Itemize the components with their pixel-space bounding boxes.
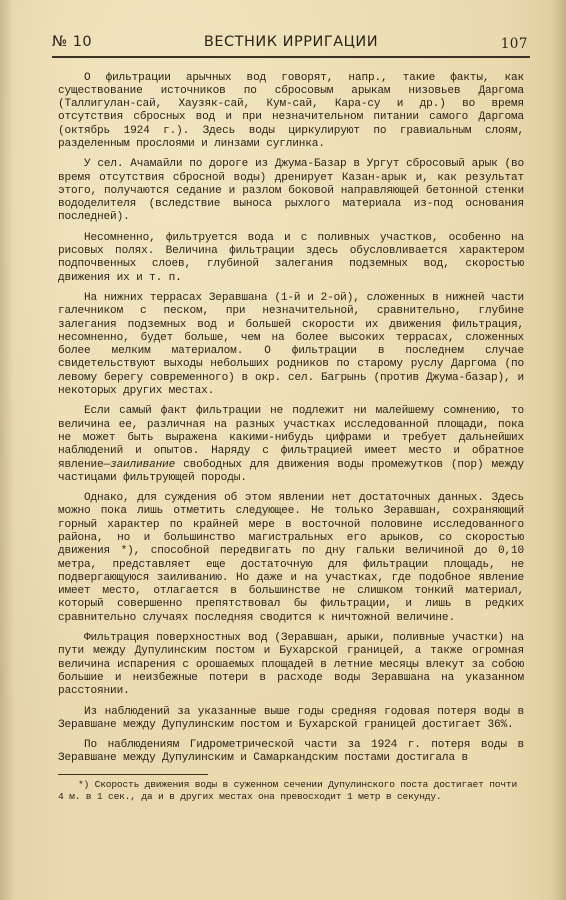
footnote: *) Скорость движения воды в суженном сечении Дупулинского поста достигает почти 4 м. в 1 сек., да и в других местах она превосходит 1 метр в секунду.	[58, 778, 518, 802]
paragraph-6: Однако, для суждения об этом явлении нет достаточных данных. Здесь можно пока лишь отметить следующее. Не только Зеравшан, сохраняющий горный характер по крайней мере в восточной половине исследованного района, но и большинство магистральных его арыков, со скоростью движения *), способной передвигать по дну гальки величиной до 0,10 метра, представляет еще достаточную для фильтрации площадь, не подвергающуюся заиливанию. Но даже и на участках, где подобное явление имеет место, отлагается в большинстве не слишком тонкий материал, который совершенно препятствовал бы фильтрации, и лишь в редких сравнительно случаях последняя сводится к ничтожной величине.	[58, 492, 524, 624]
paragraph-3: Несомненно, фильтруется вода и с поливных участков, особенно на рисовых полях. Величина фильтрации здесь обусловливается характером подпочвенных слоев, глубиной залегания подземных вод, скоростью движения их и т. п.	[58, 231, 524, 284]
page-shadow-right	[552, 0, 566, 900]
paragraph-5: Если самый факт фильтрации не подлежит ни малейшему сомнению, то величина ее, различная на разных участках исследованной площади, пока не может быть выражена какими-нибудь цифрами и требует дальнейших наблюдений и опытов. Наряду с фильтрацией имеет место и обратное явление—заиливание свободных для движения воды промежутков (пор) между частицами фильтрующей породы.	[58, 405, 524, 484]
journal-title: ВЕСТНИК ИРРИГАЦИИ	[203, 34, 379, 50]
paragraph-8: Из наблюдений за указанные выше годы средняя годовая потеря воды в Зеравшане между Дупулинским постом и Бухарской границей достигает 36%.	[58, 705, 524, 731]
italic-term: заиливание	[110, 458, 176, 471]
paragraph-2: У сел. Ачамайли по дороге из Джума-Базар в Ургут сбросовый арык (во время отсутствия сбросной воды) дренирует Казан-арык и, как результат этого, получаются седание и разлом боковой направляющей бетонной стенки вододелителя (вследствие выноса рыхлого материала из-под основания последней).	[58, 158, 524, 224]
paragraph-4: На нижних террасах Зеравшана (1-й и 2-ой), сложенных в нижней части галечником с песком, при незначительной, сравнительно, глубине залегания подземных вод и большей скорости их движения фильтрация, несомненно, будет больше, чем на более высоких террасах, сложенных более мелким материалом. О фильтрации в последнем случае свидетельствуют выходы небольших родников по старому руслу Даргома (по левому берегу современного) в окр. сел. Багрынь (против Джума-базар), и некоторых других местах.	[58, 291, 524, 398]
header-rule	[52, 56, 530, 58]
page-number: 107	[500, 36, 528, 52]
footnote-rule	[58, 774, 208, 775]
paragraph-1: О фильтрации арычных вод говорят, напр., такие факты, как существование источников по сбросовым арыкам низовьев Даргома (Таллигулан-сай, Хаузяк-сай, Кум-сай, Кара-су и др.) во время отсутствия сбросных вод и при незначительном питании самого Даргома (октябрь 1924 г.). Здесь воды циркулируют по гравиальным слоям, разделенным прослоями и линзами суглинка.	[58, 71, 524, 150]
paragraph-7: Фильтрация поверхностных вод (Зеравшан, арыки, поливные участки) на пути между Дупулинским постом и Бухарской границей, а также огромная величина испарения с орошаемых площадей в летние месяцы влекут за собою большие и неизбежные потери в расходе воды Зеравшана на указанном расстоянии.	[58, 632, 524, 698]
running-header	[52, 34, 528, 54]
paragraph-9: По наблюдениям Гидрометрической части за 1924 г. потеря воды в Зеравшане между Дупулинским и Самаркандским постами достигала в	[58, 739, 524, 765]
page-shadow-left	[0, 0, 14, 900]
issue-number: № 10	[52, 34, 93, 50]
article-body	[58, 72, 524, 766]
